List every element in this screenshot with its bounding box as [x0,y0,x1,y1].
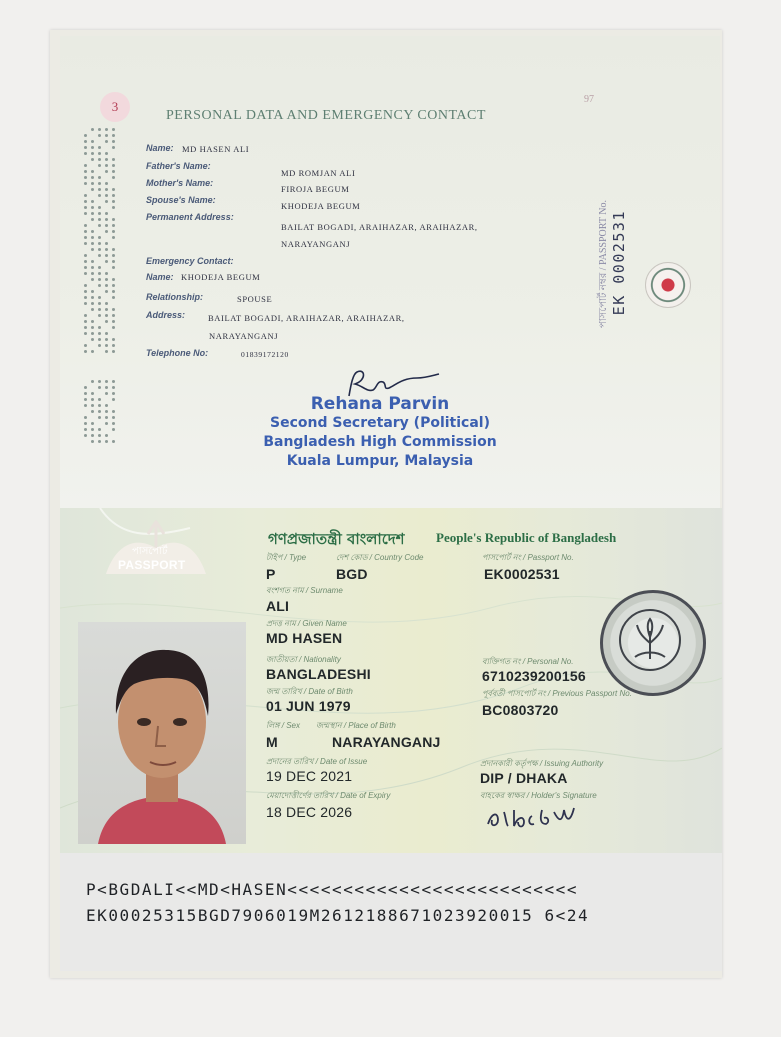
emergency-name-value: KHODEJA BEGUM [181,272,261,282]
perforation-dot [105,434,108,437]
telephone-value: 01839172120 [241,350,289,359]
date-of-issue-label: প্রদানের তারিখ / Date of Issue [266,757,368,766]
emergency-address-line1: BAILAT BOGADI, ARAIHAZAR, ARAIHAZAR, [208,313,405,323]
perforation-dot [98,128,101,131]
perforation-dot [84,140,87,143]
mother-name-value: FIROJA BEGUM [281,184,350,194]
place-of-birth-label: জন্মস্থান / Place of Birth [316,721,396,730]
perforation-number-pattern [84,128,116,360]
page-heading: PERSONAL DATA AND EMERGENCY CONTACT [166,108,486,123]
perforation-dot [98,158,101,161]
perforation-dot [84,182,87,185]
perforation-dot [98,182,101,185]
perforation-dot [112,170,115,173]
perforation-dot [91,128,94,131]
perforation-dot [98,314,101,317]
perforation-dot [84,296,87,299]
perforation-dot [105,332,108,335]
perforation-dot [112,224,115,227]
perforation-dot [98,416,101,419]
perforation-dot [105,338,108,341]
perforation-dot [105,320,108,323]
perforation-dot [91,152,94,155]
nationality-label: জাতীয়তা / Nationality [266,655,341,664]
perforation-dot [91,380,94,383]
holder-photo [78,622,246,844]
stamp-officer-name: Rehana Parvin [310,394,450,414]
perforation-dot [84,284,87,287]
perforation-dot [105,284,108,287]
emergency-name-label: Name: [146,272,174,282]
perforation-dot [91,260,94,263]
bangladesh-emblem-icon [645,262,691,308]
perforation-dot [91,320,94,323]
name-value: MD HASEN ALI [182,144,250,154]
perforation-dot [112,296,115,299]
perforation-dot [84,434,87,437]
perforation-dot [91,266,94,269]
perforation-dot [98,386,101,389]
spouse-name-label: Spouse's Name: [146,195,216,205]
name-label: Name: [146,143,174,153]
stamp-officer-role: Second Secretary (Political) [270,415,490,431]
perforation-dot [91,158,94,161]
perforation-dot [112,164,115,167]
perforation-dot [84,416,87,419]
perforation-dot [91,434,94,437]
issuing-authority-label: প্রদানকারী কর্তৃপক্ষ / Issuing Authority [480,759,604,768]
perforation-dot [98,296,101,299]
perforation-dot [84,212,87,215]
perforation-dot [84,344,87,347]
perforation-dot [112,146,115,149]
perforation-dot [105,134,108,137]
passport-no-value: EK0002531 [484,566,560,582]
perforation-dot [98,428,101,431]
perforation-dot [91,302,94,305]
holder-signature-label: বাহকের স্বাক্ষর / Holder's Signature [480,791,597,800]
perforation-dot [91,338,94,341]
perforation-dot [105,242,108,245]
perforation-dot [84,200,87,203]
perforation-dot [112,416,115,419]
perforation-dot [112,284,115,287]
perforation-dot [84,314,87,317]
perforation-dot [84,422,87,425]
perforation-dot [98,212,101,215]
perforation-dot [105,302,108,305]
sex-label: লিঙ্গ / Sex [266,721,301,730]
perforation-dot [105,212,108,215]
country-code-label: দেশ কোড / Country Code [336,553,424,562]
perforation-dot [84,320,87,323]
perforation-dot [105,380,108,383]
mother-name-label: Mother's Name: [146,178,214,188]
perforation-dot [84,350,87,353]
perforation-dot [91,428,94,431]
surname-label: বংশগত নাম / Surname [266,586,343,595]
perforation-dot [112,176,115,179]
perforation-dot [112,248,115,251]
perforation-dot [112,236,115,239]
place-of-birth-value: NARAYANGANJ [332,734,441,750]
previous-passport-label: পূর্ববর্তী পাসপোর্ট নং / Previous Passport No. [482,689,632,698]
permanent-address-label: Permanent Address: [146,212,234,222]
perforation-dot [112,392,115,395]
page-number-right: 97 [584,94,594,105]
perforation-dot [91,182,94,185]
perforation-dot [91,350,94,353]
surname-value: ALI [266,598,290,614]
personal-no-value: 6710239200156 [482,668,586,684]
perforation-dot [91,188,94,191]
type-value: P [266,566,276,582]
perforation-dot [105,140,108,143]
perforation-dot [105,350,108,353]
perforation-dot [98,338,101,341]
perforation-dot [84,224,87,227]
perforation-dot [84,392,87,395]
perforation-dot [112,230,115,233]
perforation-dot [112,128,115,131]
personal-no-label: ব্যক্তিগত নং / Personal No. [482,657,574,666]
spouse-name-value: KHODEJA BEGUM [281,201,361,211]
perforation-dot [105,344,108,347]
government-seal-icon [600,590,706,696]
perforation-dot [84,134,87,137]
perforation-dot [105,404,108,407]
page-number-badge: 3 [100,92,130,122]
perforation-dot [91,296,94,299]
perforation-dot [105,260,108,263]
perforation-dot [98,236,101,239]
perforation-dot [84,266,87,269]
perforation-dot [91,242,94,245]
perforation-dot [112,320,115,323]
perforation-dot [98,218,101,221]
side-passport-number [596,200,636,400]
sex-value: M [266,734,278,750]
official-stamp [250,394,510,471]
perforation-dot [112,218,115,221]
perforation-dot [98,242,101,245]
perforation-dot [91,272,94,275]
emergency-address-label: Address: [146,310,186,320]
country-title: People's Republic of Bangladesh [436,530,617,545]
perforation-dot [98,164,101,167]
perforation-dot [98,308,101,311]
perforation-dot [84,230,87,233]
perforation-dot [112,266,115,269]
permanent-address-line1: BAILAT BOGADI, ARAIHAZAR, ARAIHAZAR, [281,222,478,232]
type-label: টাইপ / Type [266,553,307,562]
perforation-dot [105,416,108,419]
perforation-dot [98,326,101,329]
perforation-dot [98,278,101,281]
relationship-label: Relationship: [146,292,204,302]
issuing-authority-value: DIP / DHAKA [480,770,568,786]
perforation-dot [84,236,87,239]
perforation-dot [98,410,101,413]
perforation-dot [98,176,101,179]
perforation-dot [84,152,87,155]
perforation-dot [91,422,94,425]
perforation-dot [98,302,101,305]
perforation-dot [98,224,101,227]
perforation-dot [112,386,115,389]
perforation-dot [112,308,115,311]
country-code-value: BGD [336,566,368,582]
perforation-dot [105,158,108,161]
perforation-dot [105,182,108,185]
perforation-dot [112,350,115,353]
perforation-dot [91,398,94,401]
perforation-dot [105,440,108,443]
perforation-dot [91,236,94,239]
perforation-dot [84,164,87,167]
perforation-dot [105,272,108,275]
perforation-dot [112,254,115,257]
perforation-dot [112,290,115,293]
given-name-value: MD HASEN [266,630,343,646]
perforation-dot [98,284,101,287]
perforation-dot [84,302,87,305]
emergency-address-line2: NARAYANGANJ [209,331,279,341]
perforation-dot [105,308,108,311]
perforation-dot [98,380,101,383]
perforation-dot [112,422,115,425]
father-name-label: Father's Name: [146,161,211,171]
perforation-dot [105,152,108,155]
perforation-dot [98,272,101,275]
perforation-dot [112,344,115,347]
emergency-contact-heading: Emergency Contact: [146,256,234,266]
perforation-dot [112,314,115,317]
perforation-dot [98,206,101,209]
date-of-expiry-label: মেয়াদোত্তীর্ণের তারিখ / Date of Expiry [266,791,391,800]
perforation-dot [98,404,101,407]
perforation-dot [98,254,101,257]
perforation-dot [91,218,94,221]
perforation-dot [112,200,115,203]
passport-label: PASSPORT [118,558,186,572]
perforation-dot [84,242,87,245]
perforation-dot [105,386,108,389]
perforation-pattern-lower [84,380,116,450]
perforation-dot [91,170,94,173]
perforation-dot [84,170,87,173]
perforation-dot [98,188,101,191]
perforation-dot [98,248,101,251]
country-title-bangla: গণপ্রজাতন্ত্রী বাংলাদেশ [268,530,405,548]
perforation-dot [98,398,101,401]
holder-signature [484,802,580,832]
perforation-dot [84,206,87,209]
telephone-label: Telephone No: [146,348,209,358]
perforation-dot [105,224,108,227]
perforation-dot [105,254,108,257]
perforation-dot [84,332,87,335]
perforation-dot [105,422,108,425]
perforation-dot [112,134,115,137]
perforation-dot [98,266,101,269]
perforation-dot [91,230,94,233]
perforation-dot [91,140,94,143]
perforation-dot [84,194,87,197]
perforation-dot [105,128,108,131]
perforation-dot [84,326,87,329]
stamp-office: Bangladesh High Commission [263,434,497,450]
perforation-dot [84,260,87,263]
perforation-dot [84,254,87,257]
given-name-label: প্রদত্ত নাম / Given Name [266,619,347,628]
perforation-dot [112,194,115,197]
father-name-value: MD ROMJAN ALI [281,168,356,178]
dob-label: জন্ম তারিখ / Date of Birth [266,687,353,696]
perforation-dot [112,206,115,209]
perforation-dot [98,332,101,335]
perforation-dot [91,404,94,407]
mrz-line-1: P<BGDALI<<MD<HASEN<<<<<<<<<<<<<<<<<<<<<<<<<< [86,880,579,899]
previous-passport-value: BC0803720 [482,702,559,718]
mrz-line-2: EK00025315BGD7906019M2612188671023920015 6<24 [86,906,590,925]
perforation-dot [91,308,94,311]
perforation-dot [91,392,94,395]
perforation-dot [84,428,87,431]
perforation-dot [91,440,94,443]
date-of-expiry-value: 18 DEC 2026 [266,804,353,820]
perforation-dot [84,290,87,293]
perforation-dot [84,398,87,401]
perforation-dot [91,206,94,209]
perforation-dot [112,398,115,401]
perforation-dot [84,404,87,407]
perforation-dot [105,278,108,281]
perforation-dot [105,170,108,173]
perforation-dot [105,248,108,251]
perforation-dot [112,338,115,341]
passport-no-label: পাসপোর্ট নং / Passport No. [482,553,574,562]
perforation-dot [91,248,94,251]
perforation-dot [112,140,115,143]
perforation-dot [84,176,87,179]
perforation-dot [112,188,115,191]
perforation-dot [112,380,115,383]
perforation-dot [112,158,115,161]
perforation-dot [84,146,87,149]
perforation-dot [112,440,115,443]
perforation-dot [91,410,94,413]
perforation-dot [98,440,101,443]
perforation-dot [91,146,94,149]
perforation-dot [91,176,94,179]
perforation-dot [98,134,101,137]
perforation-dot [91,212,94,215]
perforation-dot [91,290,94,293]
perforation-dot [91,200,94,203]
perforation-dot [105,410,108,413]
perforation-dot [91,326,94,329]
perforation-dot [91,332,94,335]
side-passport-value: EK 0002531 [610,210,628,316]
passport-label-bangla: পাসপোর্ট [132,546,168,557]
perforation-dot [105,164,108,167]
perforation-dot [84,386,87,389]
permanent-address-line2: NARAYANGANJ [281,239,351,249]
perforation-dot [105,200,108,203]
perforation-dot [91,278,94,281]
perforation-dot [105,194,108,197]
dob-value: 01 JUN 1979 [266,698,351,714]
side-passport-label: পাসপোর্ট নম্বর / PASSPORT No. [598,200,609,329]
perforation-dot [98,344,101,347]
perforation-dot [105,188,108,191]
perforation-dot [112,278,115,281]
perforation-dot [112,410,115,413]
perforation-dot [105,392,108,395]
perforation-dot [84,272,87,275]
perforation-dot [98,146,101,149]
perforation-dot [105,218,108,221]
perforation-dot [98,194,101,197]
perforation-dot [98,152,101,155]
perforation-dot [105,230,108,233]
date-of-issue-value: 19 DEC 2021 [266,768,353,784]
perforation-dot [105,314,108,317]
perforation-dot [105,290,108,293]
nationality-value: BANGLADESHI [266,666,371,682]
perforation-dot [112,326,115,329]
stamp-location: Kuala Lumpur, Malaysia [286,453,474,469]
perforation-dot [112,260,115,263]
perforation-dot [112,428,115,431]
relationship-value: SPOUSE [237,294,273,304]
perforation-dot [98,434,101,437]
